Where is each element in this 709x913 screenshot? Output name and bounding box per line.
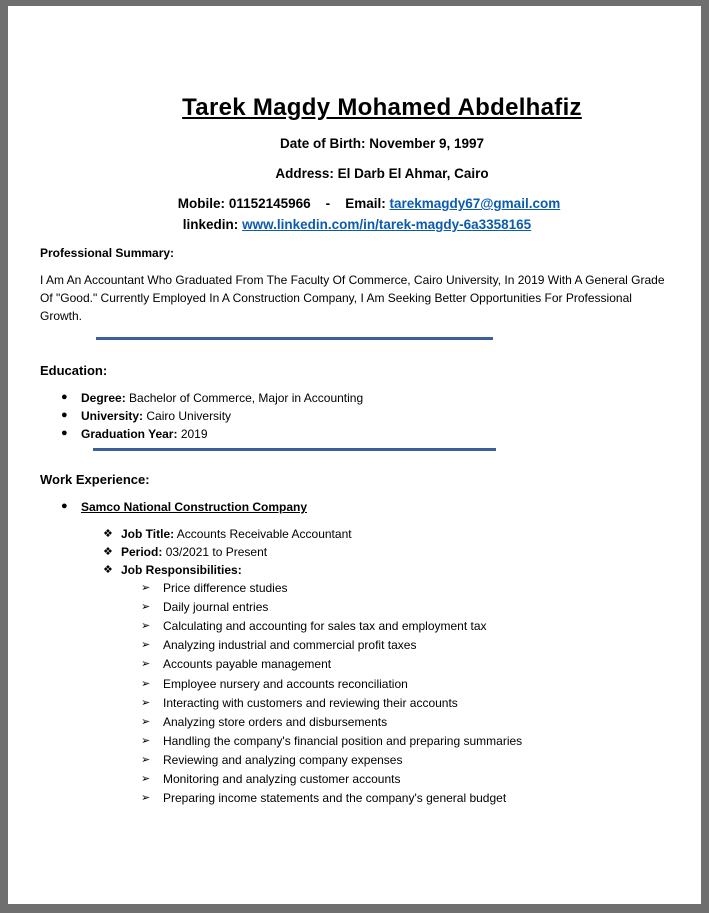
email-link[interactable]: tarekmagdy67@gmail.com <box>389 196 561 211</box>
responsibility-item: Accounts payable management <box>163 657 332 671</box>
responsibility-item: Analyzing store orders and disbursements <box>163 715 388 729</box>
candidate-name: Tarek Magdy Mohamed Abdelhafiz <box>182 94 582 121</box>
job-responsibilities-label: Job Responsibilities: <box>121 563 242 577</box>
address: Address: El Darb El Ahmar, Cairo <box>275 166 489 181</box>
arrow-bullet-icon: ➢ <box>141 697 151 709</box>
section-divider <box>93 448 496 451</box>
diamond-bullet-icon: ❖ <box>103 546 113 558</box>
responsibility-item: Analyzing industrial and commercial profit taxes <box>163 638 417 652</box>
responsibility-item: Price difference studies <box>163 581 288 595</box>
responsibility-item: Daily journal entries <box>163 600 269 614</box>
work-heading: Work Experience: <box>40 472 150 487</box>
arrow-bullet-icon: ➢ <box>141 639 151 651</box>
bullet-icon: ● <box>61 391 68 403</box>
education-university: University: Cairo University <box>81 409 232 423</box>
arrow-bullet-icon: ➢ <box>141 582 151 594</box>
education-heading: Education: <box>40 363 108 378</box>
arrow-bullet-icon: ➢ <box>141 754 151 766</box>
arrow-bullet-icon: ➢ <box>141 792 151 804</box>
section-divider <box>96 337 493 340</box>
arrow-bullet-icon: ➢ <box>141 735 151 747</box>
diamond-bullet-icon: ❖ <box>103 564 113 576</box>
resume-page <box>8 6 701 904</box>
summary-heading: Professional Summary: <box>40 246 175 260</box>
responsibility-item: Employee nursery and accounts reconciliation <box>163 677 408 691</box>
company-name: Samco National Construction Company <box>81 500 308 514</box>
bullet-icon: ● <box>61 500 68 512</box>
bullet-icon: ● <box>61 409 68 421</box>
arrow-bullet-icon: ➢ <box>141 658 151 670</box>
linkedin-line: linkedin: www.linkedin.com/in/tarek-magdy-6a3358165 <box>182 217 532 232</box>
diamond-bullet-icon: ❖ <box>103 528 113 540</box>
date-of-birth: Date of Birth: November 9, 1997 <box>279 136 485 151</box>
job-title: Job Title: Accounts Receivable Accountant <box>121 527 352 541</box>
responsibility-item: Interacting with customers and reviewing their accounts <box>163 696 458 710</box>
bullet-icon: ● <box>61 427 68 439</box>
responsibility-item: Calculating and accounting for sales tax and employment tax <box>163 619 487 633</box>
education-degree: Degree: Bachelor of Commerce, Major in Accounting <box>81 391 364 405</box>
arrow-bullet-icon: ➢ <box>141 773 151 785</box>
responsibility-item: Preparing income statements and the company's general budget <box>163 791 507 805</box>
responsibility-item: Reviewing and analyzing company expenses <box>163 753 403 767</box>
job-period: Period: 03/2021 to Present <box>121 545 268 559</box>
linkedin-link[interactable]: www.linkedin.com/in/tarek-magdy-6a3358165 <box>242 217 532 232</box>
responsibility-item: Monitoring and analyzing customer accounts <box>163 772 401 786</box>
arrow-bullet-icon: ➢ <box>141 678 151 690</box>
responsibility-item: Handling the company's financial position and preparing summaries <box>163 734 523 748</box>
arrow-bullet-icon: ➢ <box>141 716 151 728</box>
arrow-bullet-icon: ➢ <box>141 620 151 632</box>
arrow-bullet-icon: ➢ <box>141 601 151 613</box>
summary-text: I Am An Accountant Who Graduated From The Faculty Of Commerce, Cairo University, In 2019 With A General Grade Of "Good." Currently Employed In A Construction Company, I Am Seeking Better Opportunities For Professional Growth. <box>40 273 665 323</box>
education-graduation-year: Graduation Year: 2019 <box>81 427 208 441</box>
contact-line: Mobile: 01152145966 - Email: tarekmagdy67@gmail.com <box>177 196 561 211</box>
